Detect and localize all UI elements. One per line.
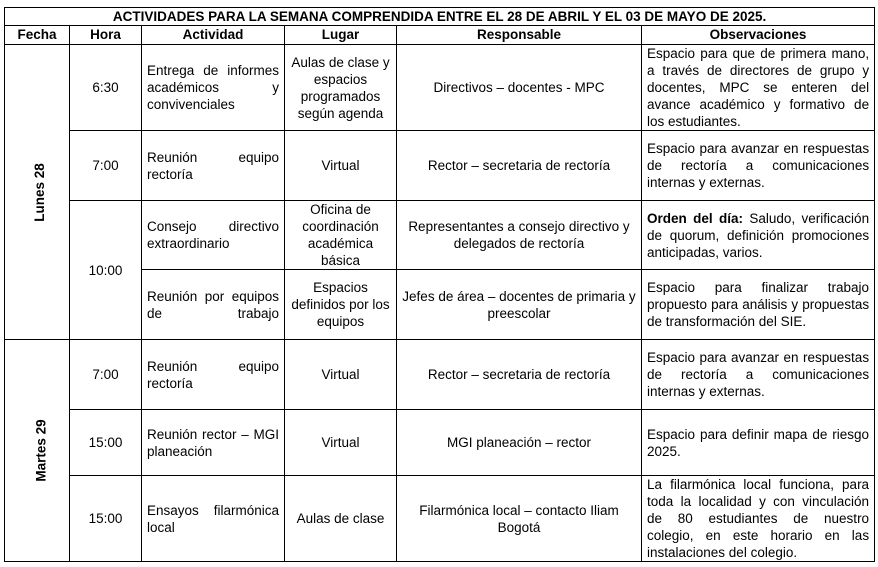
responsible-cell: Rector – secretaria de rectoría [397, 340, 642, 410]
place-cell: Aulas de clase [285, 476, 397, 562]
activity-cell: Reunión rector – MGI planeación [142, 410, 285, 476]
observations-cell [642, 201, 875, 270]
agenda-text: Saludo, verificación de quorum, definición promociones anticipadas, varios. [647, 210, 870, 260]
responsible-cell: Representantes a consejo directivo y delegados de rectoría [397, 201, 642, 270]
header-actividad: Actividad [142, 26, 285, 45]
place-cell: Virtual [285, 131, 397, 201]
date-cell [5, 340, 70, 562]
observations-cell: Espacio para avanzar en respuestas de rectoría a comunicaciones internas y externas. [642, 131, 875, 201]
table-row [5, 45, 875, 131]
table-row [5, 340, 875, 410]
observations-cell: Espacio para finalizar trabajo propuesto para análisis y propuestas de transformación del SIE. [642, 270, 875, 340]
place-cell: Virtual [285, 340, 397, 410]
time-cell: 7:00 [70, 340, 142, 410]
date-label: Martes 29 [33, 419, 49, 482]
header-lugar: Lugar [285, 26, 397, 45]
time-cell: 6:30 [70, 45, 142, 131]
date-label: Lunes 28 [31, 162, 47, 222]
place-cell: Oficina de coordinación académica básica [285, 201, 397, 270]
responsible-cell: Directivos – docentes - MPC [397, 45, 642, 131]
table-title: ACTIVIDADES PARA LA SEMANA COMPRENDIDA ENTRE EL 28 DE ABRIL Y EL 03 DE MAYO DE 2025. [5, 8, 875, 26]
observations-cell: La filarmónica local funciona, para toda la localidad y con vinculación de 80 estudiantes de nuestro colegio, en este horario en las instalaciones del colegio. [642, 476, 875, 562]
time-cell: 7:00 [70, 131, 142, 201]
activity-cell: Ensayos filarmónica local [142, 476, 285, 562]
place-cell: Aulas de clase y espacios programados según agenda [285, 45, 397, 131]
time-cell: 15:00 [70, 476, 142, 562]
observations-cell: Espacio para avanzar en respuestas de rectoría a comunicaciones internas y externas. [642, 340, 875, 410]
header-fecha: Fecha [5, 26, 70, 45]
table-row [5, 476, 875, 562]
responsible-cell: MGI planeación – rector [397, 410, 642, 476]
place-cell: Espacios definidos por los equipos [285, 270, 397, 340]
observations-cell: Espacio para definir mapa de riesgo 2025. [642, 410, 875, 476]
place-cell: Virtual [285, 410, 397, 476]
header-responsable: Responsable [397, 26, 642, 45]
activity-cell: Reunión equipo rectoría [142, 131, 285, 201]
activity-cell: Consejo directivo extraordinario [142, 201, 285, 270]
observations-cell: Espacio para que de primera mano, a través de directores de grupo y docentes, MPC se enteren del avance académico y formativo de los estudiantes. [642, 45, 875, 131]
time-cell: 15:00 [70, 410, 142, 476]
responsible-cell: Filarmónica local – contacto Iliam Bogotá [397, 476, 642, 562]
table-row [5, 131, 875, 201]
header-observaciones: Observaciones [642, 26, 875, 45]
time-cell: 10:00 [70, 201, 142, 340]
responsible-cell: Rector – secretaria de rectoría [397, 131, 642, 201]
agenda-label: Orden del día: [647, 210, 744, 226]
table-row [5, 201, 875, 270]
date-cell [5, 45, 70, 340]
schedule-table [4, 7, 875, 562]
header-row [5, 26, 875, 45]
responsible-cell: Jefes de área – docentes de primaria y preescolar [397, 270, 642, 340]
header-hora: Hora [70, 26, 142, 45]
activity-cell: Reunión por equipos de trabajo [142, 270, 285, 340]
activity-cell: Entrega de informes académicos y convivenciales [142, 45, 285, 131]
activity-cell: Reunión equipo rectoría [142, 340, 285, 410]
table-row [5, 410, 875, 476]
